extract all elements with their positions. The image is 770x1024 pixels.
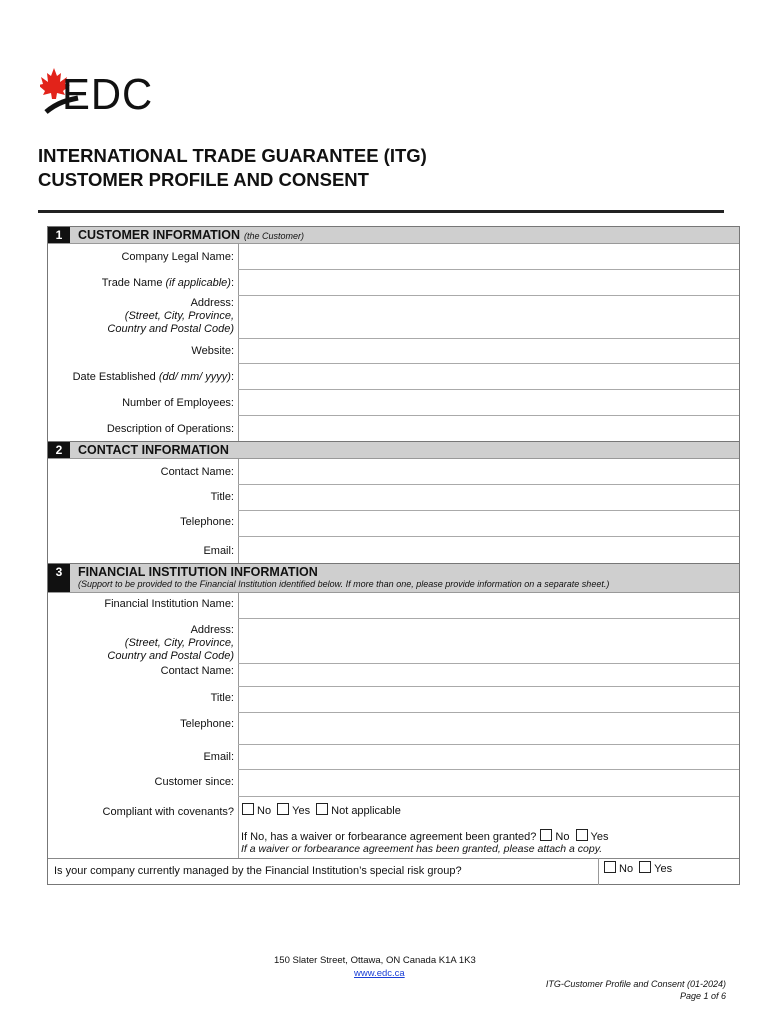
fi-telephone-field[interactable] [238,744,739,745]
fi-telephone-label: Telephone: [180,718,234,730]
trade-name-label: Trade Name [101,277,163,289]
section-1-header [48,227,739,244]
contact-title-label: Title: [210,491,234,503]
compliant-label: Compliant with covenants? [102,806,234,818]
date-format-note: (dd/ mm/ yyyy) [158,371,231,383]
section-2-title: CONTACT INFORMATION [78,443,229,457]
section-3-header [48,563,739,593]
employees-field[interactable] [238,415,739,416]
trade-name-note: (if applicable) [165,277,231,289]
page-title-line-1: INTERNATIONAL TRADE GUARANTEE (ITG) [38,145,427,166]
fi-email-label: Email: [203,751,234,763]
address-field[interactable] [238,338,739,339]
special-risk-question: Is your company currently managed by the Financial Institution’s special risk group? [54,865,462,877]
address-label: Address: [190,297,234,309]
footer-website-link[interactable]: www.edc.ca [354,968,405,979]
customer-since-label: Customer since: [154,776,234,788]
logo-text: EDC [62,70,154,119]
waiver-note: If a waiver or forbearance agreement has been granted, please attach a copy. [241,843,603,855]
contact-email-label: Email: [203,545,234,557]
address-note-1: (Street, City, Province, [124,310,234,322]
section-3-number: 3 [48,564,70,592]
footer-page-number: Page 1 of 6 [679,991,726,1001]
waiver-yes-label: Yes [590,831,609,843]
fi-address-note-1: (Street, City, Province, [124,637,234,649]
contact-telephone-label: Telephone: [180,516,234,528]
waiver-no-label: No [555,831,570,843]
special-risk-row-top [48,858,739,859]
column-divider [238,243,239,441]
title-rule [38,210,724,213]
fi-name-field[interactable] [238,618,739,619]
covenant-na-checkbox[interactable] [316,803,328,815]
section-3-title: FINANCIAL INSTITUTION INFORMATION [78,565,318,579]
address-note-2: Country and Postal Code) [107,323,234,335]
covenant-na-label: Not applicable [331,805,401,817]
fi-email-field[interactable] [238,769,739,770]
footer-address: 150 Slater Street, Ottawa, ON Canada K1A 1K3 [274,955,476,966]
section-1-title: CUSTOMER INFORMATION [78,228,241,242]
section-2-number: 2 [48,442,70,458]
covenant-yes-label: Yes [292,805,311,817]
contact-name-label: Contact Name: [160,466,234,478]
section-2-header [48,441,739,459]
waiver-yes-checkbox[interactable] [576,829,588,841]
page-title-line-2: CUSTOMER PROFILE AND CONSENT [38,169,369,190]
fi-name-label: Financial Institution Name: [104,598,234,610]
fi-address-label: Address: [190,624,234,636]
company-legal-name-field[interactable] [238,269,739,270]
special-risk-yes-checkbox[interactable] [639,861,651,873]
covenant-yes-checkbox[interactable] [277,803,289,815]
trade-name-field[interactable] [238,295,739,296]
covenant-no-checkbox[interactable] [242,803,254,815]
date-established-label: Date Established [72,371,156,383]
website-label: Website: [191,345,234,357]
waiver-no-checkbox[interactable] [540,829,552,841]
company-legal-name-label: Company Legal Name: [121,251,234,263]
covenant-no-label: No [257,805,272,817]
special-risk-divider [598,858,599,885]
fi-contact-name-field[interactable] [238,686,739,687]
fi-address-field[interactable] [238,663,739,664]
special-risk-no-checkbox[interactable] [604,861,616,873]
customer-since-field[interactable] [238,796,739,797]
section-3-note: (Support to be provided to the Financial Institution identified below. If more than one, please provide information on a separate sheet.) [78,579,610,589]
section-1-number: 1 [48,227,70,243]
contact-title-field[interactable] [238,510,739,511]
fi-title-label: Title: [210,692,234,704]
employees-label: Number of Employees: [122,397,234,409]
fi-address-note-2: Country and Postal Code) [107,650,234,662]
special-risk-yes-label: Yes [654,863,673,875]
waiver-question: If No, has a waiver or forbearance agreement been granted? [241,831,537,843]
special-risk-no-label: No [619,863,634,875]
contact-name-field[interactable] [238,484,739,485]
website-field[interactable] [238,363,739,364]
date-established-field[interactable] [238,389,739,390]
column-divider [238,592,239,858]
contact-telephone-field[interactable] [238,536,739,537]
fi-contact-name-label: Contact Name: [160,665,234,677]
fi-title-field[interactable] [238,712,739,713]
operations-label: Description of Operations: [106,423,234,435]
column-divider [238,458,239,564]
profile-form: 1 CUSTOMER INFORMATION (the Customer) Company Legal Name: Trade Name (if applicable): Address: (Street, City, Province, Country and Postal Code) Website: Date Established (dd/ mm/ yyyy): Number of Employees: Description of Operations: 2 CONTACT INFORMATION Contact Name: Title: Telephone: Email: 3 FINANCIAL INSTITUTION INFORMATION (Support to be provided to the Financial Institution identified below. If more than one, please provide information on a separate sheet.) Financial Institution Name: Address: (Street, City, Province, Country and Postal Code) Contact Name: Title: Telephone: Email: Customer since: Compliant with covenants? No Yes Not applicable If No, has a waiver or forbearance agreement been granted? No Yes If a waiver or forbearance agreement has been granted, please attach a copy. Is your company currently managed by the Financial Institution’s special risk group? No Yes [47,226,740,885]
footer-form-id: ITG-Customer Profile and Consent (01-2024) [545,979,726,989]
section-1-subtitle: (the Customer) [244,231,305,241]
